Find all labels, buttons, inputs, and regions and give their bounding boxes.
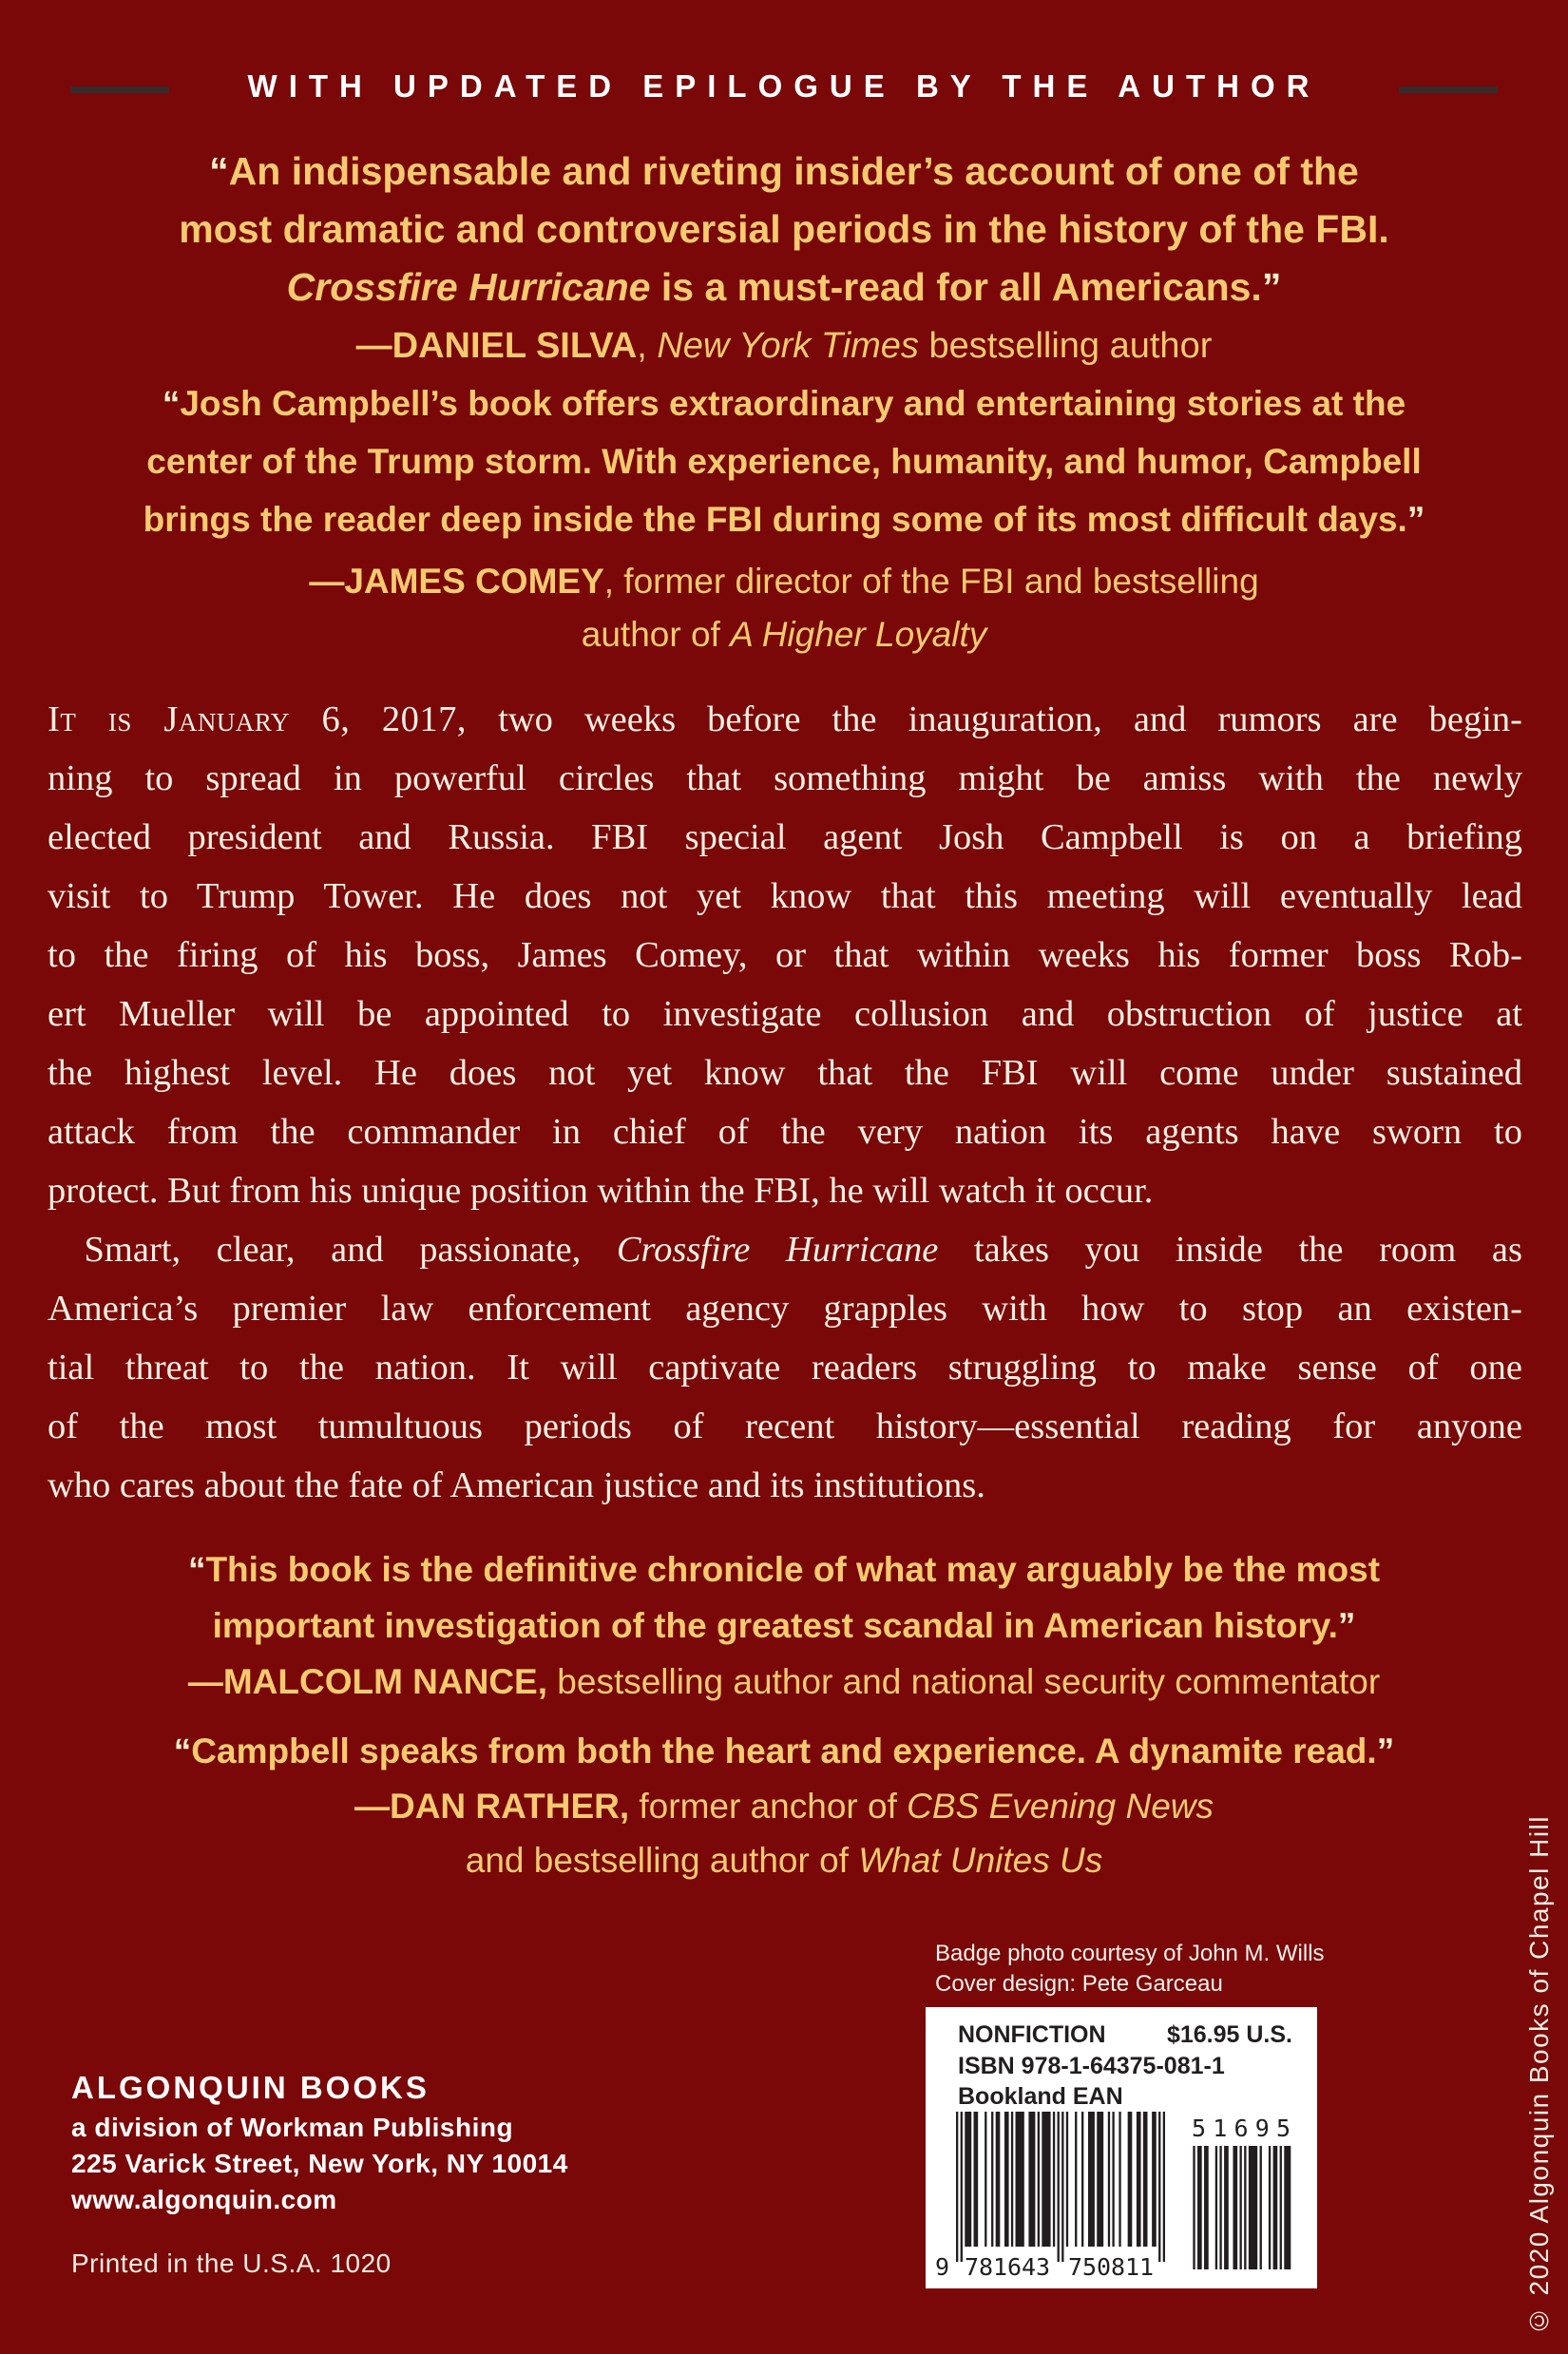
printed-note: Printed in the U.S.A. 1020 [71,2249,392,2278]
svg-text:9: 9 [935,2253,950,2279]
barcode-panel [926,2007,1317,2288]
barcode-top-row [958,2020,1292,2049]
text-line: important investigation of the greatest scandal in American history.” [212,1606,1356,1645]
text-line: tial threat to the nation. It will captivate readers struggling to make sense of one [48,1348,1522,1388]
nance-attribution [57,1654,1511,1710]
category-label: NONFICTION [958,2021,1106,2048]
text-line: and bestselling author of What Unites Us [465,1841,1103,1880]
svg-text:781643: 781643 [965,2253,1050,2279]
text-line: “Campbell speaks from both the heart and experience. A dynamite read.” [173,1732,1395,1770]
publisher-name: ALGONQUIN BOOKS [71,2070,430,2105]
price-label: $16.95 U.S. [1166,2021,1292,2048]
svg-text:750811: 750811 [1068,2253,1154,2279]
photo-credit: Badge photo courtesy of John M. Wills [935,1941,1325,1966]
credits-block [935,1939,1325,2000]
text-line: who cares about the fate of American justice and its institutions. [48,1465,985,1505]
text-line: protect. But from his unique position within the FBI, he will watch it occur. [48,1171,1154,1211]
text-line: center of the Trump storm. With experience, humanity, and humor, Campbell [146,442,1422,481]
text-line: —MALCOLM NANCE, bestselling author and national security commentator [187,1662,1381,1701]
ean5-addon-barcode [1188,2117,1294,2271]
publisher-block [71,2066,568,2218]
bookland-ean-label: Bookland EAN [958,2083,1123,2110]
text-line: Smart, clear, and passionate, Crossfire Hurricane takes you inside the room as [48,1230,1522,1270]
epilogue-banner: WITH UPDATED EPILOGUE BY THE AUTHOR [247,68,1321,104]
text-line: elected president and Russia. FBI special agent Josh Campbell is on a briefing [48,817,1522,857]
svg-text:51695: 51695 [1192,2117,1291,2142]
text-line: It is January 6, 2017, two weeks before the inauguration, and rumors are begin- [48,699,1522,739]
comey-quote [57,374,1511,548]
text-line: —JAMES COMEY, former director of the FBI and bestselling [309,562,1259,601]
text-line: brings the reader deep inside the FBI during some of its most difficult days.” [143,500,1425,539]
rather-quote-block [57,1724,1511,1887]
rather-quote [57,1724,1511,1779]
silva-quote-block [57,143,1511,375]
nance-quote [57,1541,1511,1654]
text-line: attack from the commander in chief of the very nation its agents have sworn to [48,1112,1522,1152]
rather-attribution [57,1779,1511,1887]
text-line: most dramatic and controversial periods in the history of the FBI. [179,207,1389,251]
text-line: “This book is the definitive chronicle of what may arguably be the most [187,1550,1381,1589]
text-line: “An indispensable and riveting insider’s account of one of the [209,149,1359,193]
text-line: —DANIEL SILVA, New York Times bestselling author [355,326,1213,366]
text-line: ning to spread in powerful circles that something might be amiss with the newly [48,758,1522,798]
publisher-division: a division of Workman Publishing [71,2113,514,2142]
text-line: the highest level. He does not yet know that the FBI will come under sustained [48,1053,1522,1093]
silva-quote [57,143,1511,316]
ean13-barcode [933,2112,1165,2279]
publisher-website: www.algonquin.com [71,2185,337,2214]
text-line: to the firing of his boss, James Comey, or that within weeks his former boss Rob- [48,935,1522,975]
design-credit: Cover design: Pete Garceau [935,1971,1223,1997]
synopsis-paragraph-2 [48,1220,1522,1515]
nance-quote-block [57,1541,1511,1710]
right-rule [1399,86,1498,93]
comey-quote-block [57,374,1511,661]
text-line: “Josh Campbell’s book offers extraordinary and entertaining stories at the [162,384,1406,423]
text-line: of the most tumultuous periods of recent history—essential reading for anyone [48,1407,1522,1446]
silva-attribution [57,316,1511,375]
spine-copyright: © 2020 Algonquin Books of Chapel Hill [1524,1814,1554,2335]
text-line: America’s premier law enforcement agency grapples with how to stop an existen- [48,1289,1522,1329]
text-line: —DAN RATHER, former anchor of CBS Evening News [354,1787,1214,1826]
publisher-address: 225 Varick Street, New York, NY 10014 [71,2149,568,2178]
synopsis [48,690,1522,1515]
text-line: visit to Trump Tower. He does not yet know that this meeting will eventually lead [48,876,1522,916]
comey-attribution [57,555,1511,661]
isbn-label: ISBN 978-1-64375-081-1 [958,2053,1225,2079]
text-line: Crossfire Hurricane is a must-read for all Americans.” [286,265,1282,309]
text-line: author of A Higher Loyalty [581,615,987,654]
synopsis-paragraph-1 [48,690,1522,1220]
text-line: ert Mueller will be appointed to investigate collusion and obstruction of justice at [48,994,1522,1034]
